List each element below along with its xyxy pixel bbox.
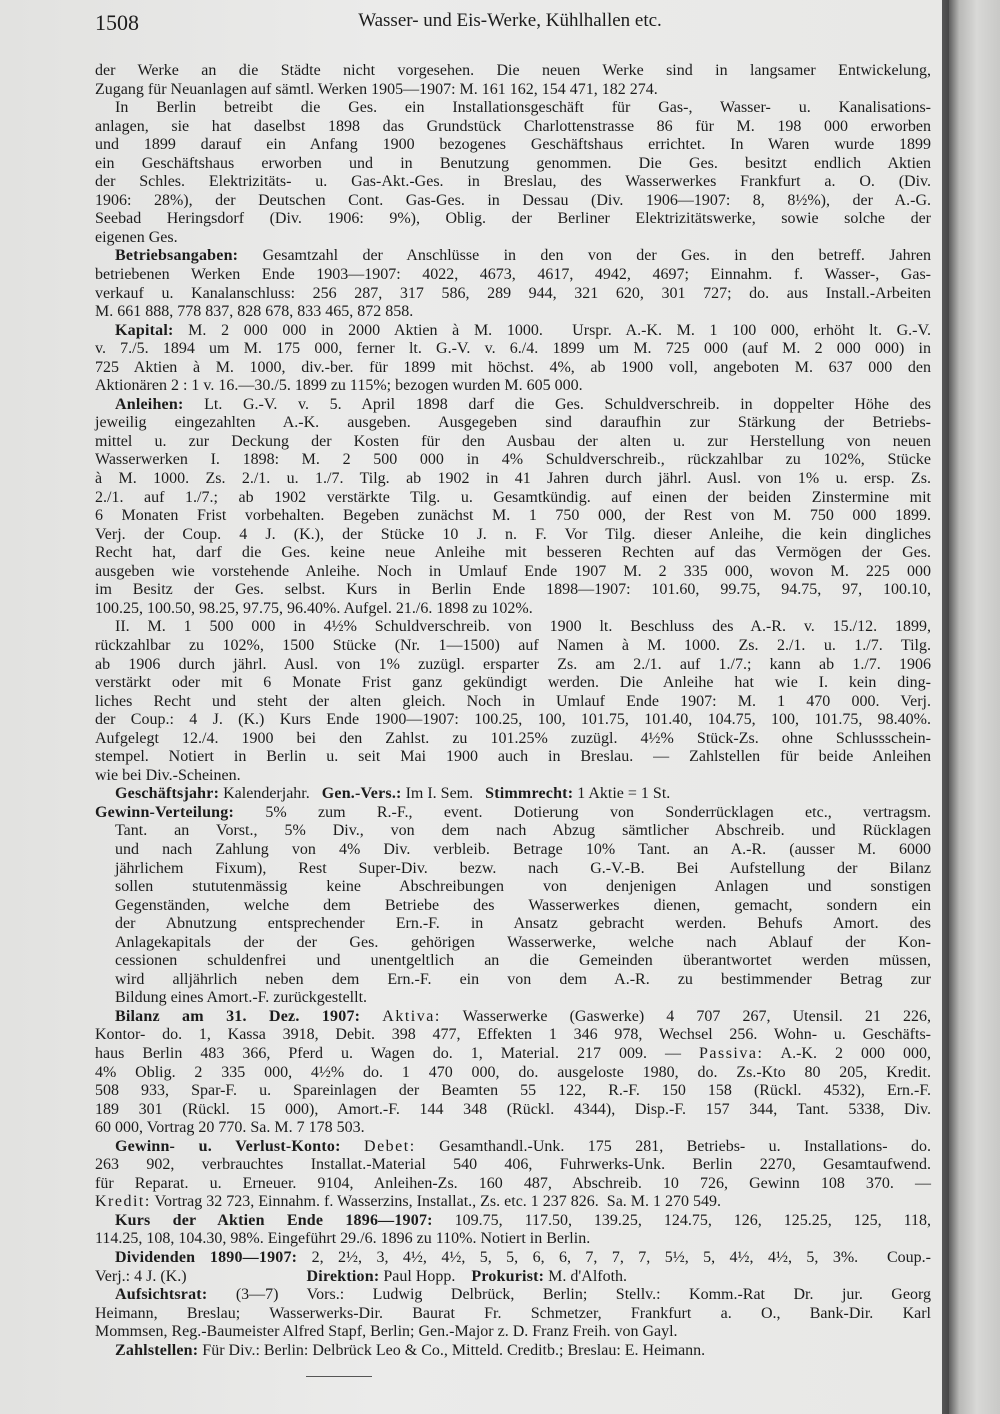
text-line: Aufgelegt 12./4. 1900 bei den Zahlst. zu 101.25% zuzügl. 4½% Stück-Zs. ohne Schlussschein- [95, 729, 931, 747]
paragraph [95, 1138, 931, 1212]
text-run [360, 1008, 382, 1025]
paragraph [95, 396, 931, 619]
text-line: verstärkt oder mit 6 Monate Frist ganz gekündigt werden. Die Anleihe hat wie I. kein ding- [95, 674, 931, 692]
text-line: Kontor- do. 1, Kassa 3918, Debit. 398 477, Effekten 1 346 978, Wechsel 256. Wohn- u. Geschäfts- [95, 1026, 931, 1044]
text-line: à M. 1000. Zs. 2./1. u. 1./7. Tilg. ab 1902 in 41 Jahren durch jährl. Ausl. von 1% u. ersp. Zs. [95, 470, 931, 488]
section-heading: Gen.-Vers.: [321, 785, 402, 803]
text-run: (3—7) Vors.: Ludwig Delbrück, Berlin; Stellv.: Komm.-Rat Dr. jur. Georg [207, 1286, 931, 1304]
end-rule [306, 1376, 372, 1377]
paragraph [95, 1286, 931, 1342]
text-line: II. M. 1 500 000 in 4½% Schuldverschreib. von 1900 lt. Beschluss des A.-R. v. 15./12. 1899, [115, 618, 931, 636]
paragraph [95, 618, 931, 785]
text-line: anlagen, sie hat daselbst 1898 das Grundstück Charlottenstrasse 86 für M. 198 000 erworben [95, 117, 931, 135]
text-line: Aktionären 2 : 1 v. 16.—30./5. 1899 zu 115%; bezogen wurden M. 605 000. [95, 377, 583, 395]
text-run: Vortrag 32 723, Einnahm. f. Wasserzins, Installat., Zs. etc. 1 237 826. Sa. M. 1 270 549. [150, 1193, 722, 1211]
text-line: jährlichem Fixum), Rest Super-Div. bezw. nach G.-V.-B. Bei Aufstellung der Bilanz [115, 859, 931, 877]
text-line: und nach Zahlung von 4% Div. verbleib. Betrage 10% Tant. an A.-R. (ausser M. 6000 [115, 840, 931, 858]
text-run: A.-K. 2 000 000, [763, 1044, 931, 1062]
spaced-label: Passiva: [698, 1044, 764, 1062]
text-line [95, 1008, 931, 1027]
section-heading: Aufsichtsrat: [115, 1286, 208, 1304]
section-heading: Betriebsangaben: [115, 247, 239, 265]
paragraph [95, 62, 931, 99]
text-line: Zugang für Neuanlagen auf sämtl. Werken 1905—1907: M. 161 162, 154 471, 182 274. [95, 80, 658, 98]
text-run: Gesamtzahl der Anschlüsse in den von der Ges. in den betreff. Jahren [238, 247, 931, 265]
paragraph [95, 785, 931, 804]
text-line: 263 902, verbrauchtes Installat.-Material 540 406, Fuhrwerks-Unk. Berlin 2270, Gesamtaufwend. [95, 1156, 931, 1174]
text-line: Seebad Heringsdorf (Div. 1906: 9%), Oblig. der Berliner Elektrizitätswerke, sowie solche der [95, 210, 931, 228]
paragraph [95, 1212, 931, 1249]
text-line [95, 1193, 931, 1212]
section-heading: Anleihen: [115, 395, 184, 413]
paragraph [95, 247, 931, 321]
text-line: 100.25, 100.50, 98.25, 97.75, 96.40%. Aufgel. 21./6. 1898 zu 102%. [95, 599, 533, 617]
text-line: In Berlin betreibt die Ges. ein Installationsgeschäft für Gas-, Wasser- u. Kanalisations- [115, 99, 931, 117]
text-line [95, 1286, 931, 1305]
text-line: liches Recht und steht der alten gleich. Noch in Umlauf Ende 1907: M. 1 470 000. Verj. [95, 692, 931, 710]
page-body [95, 62, 931, 1360]
paragraph [95, 322, 931, 396]
section-heading: Bilanz am 31. Dez. 1907: [115, 1007, 361, 1025]
text-line: der Schles. Elektrizitäts- u. Gas-Akt.-Ges. in Breslau, des Wasserwerkes Frankfurt a. O. (Div. [95, 173, 931, 191]
spaced-label: Aktiva: [382, 1007, 441, 1025]
text-line: der Abnutzung entsprechender Ern.-F. in Ansatz gebracht werden. Behufs Amort. des [115, 915, 931, 933]
section-heading: Kapital: [115, 321, 174, 339]
text-line [95, 1045, 931, 1064]
text-line [95, 804, 931, 823]
text-line: 2./1. auf 1./7.; ab 1902 verstärkte Tilg. u. Gesamtkündig. auf einen der beiden Zinstermine mit [95, 488, 931, 506]
section-heading: Prokurist: [471, 1267, 545, 1285]
text-run: Gesamthandl.-Unk. 175 281, Betriebs- u. Installations- do. [415, 1137, 931, 1155]
text-run: 1 Aktie = 1 St. [573, 785, 671, 803]
text-line: 114.25, 108, 104.30, 98%. Eingeführt 29./6. 1896 zu 110%. Notiert in Berlin. [95, 1230, 591, 1248]
text-line: eigenen Ges. [95, 228, 178, 246]
text-run: Verj.: 4 J. (K.) [95, 1267, 307, 1285]
text-line [95, 785, 931, 804]
text-line: für Reparat. u. Erneuer. 9104, Anleihen-Zs. 160 487, Abschreib. 10 726, Gewinn 108 370. — [95, 1174, 931, 1192]
text-line [95, 247, 931, 266]
paragraph [95, 1249, 931, 1286]
text-line: 60 000, Vortrag 20 770. Sa. M. 7 178 503. [95, 1119, 365, 1137]
text-run: M. 2 000 000 in 2000 Aktien à M. 1000. Urspr. A.-K. M. 1 100 000, erhöht lt. G.-V. [173, 321, 931, 339]
text-line: M. 661 888, 778 837, 828 678, 833 465, 872 858. [95, 303, 414, 321]
text-line: v. 7./5. 1894 um M. 175 000, ferner lt. G.-V. v. 6./4. 1899 um M. 725 000 (auf M. 2 000 000) in [95, 340, 931, 358]
text-run: M. d'Alfoth. [544, 1267, 628, 1285]
text-line [95, 1249, 931, 1268]
text-line [95, 1138, 931, 1157]
text-line: sollen stututenmässig keine Abschreibungen von denjenigen Anlagen und sonstigen [115, 878, 931, 896]
text-line: Tant. an Vorst., 5% Div., von dem nach Abzug sämtlicher Abschreib. und Rücklagen [115, 822, 931, 840]
text-line: 6 Monaten Frist vorbehalten. Begeben zunächst M. 1 750 000, der Rest von M. 750 000 1899. [95, 507, 931, 525]
section-heading: Geschäftsjahr: [115, 785, 220, 803]
text-line: im Besitz der Ges. selbst. Kurs in Berlin Ende 1898—1907: 101.60, 99.75, 94.75, 97, 100.10, [95, 581, 931, 599]
text-run: Wasserwerke (Gaswerke) 4 707 267, Utensil. 21 226, [440, 1007, 932, 1025]
text-line: Recht hat, darf die Ges. keine neue Anleihe mit besseren Rechten auf das Vermögen der Ges. [95, 544, 931, 562]
text-line: der Werke an die Städte nicht vorgesehen. Die neuen Werke sind in langsamer Entwickelung, [95, 62, 931, 79]
text-line: verkauf u. Kanalanschluss: 256 287, 317 586, 289 944, 321 620, 301 727; do. aus Install.-Arbeiten [95, 284, 931, 302]
text-run [341, 1138, 364, 1155]
paragraph [95, 1342, 931, 1361]
text-line: ausgeben wie vorstehende Anleihe. Noch in Umlauf Ende 1907 M. 2 335 000, wovon M. 225 000 [95, 562, 931, 580]
section-heading: Gewinn- u. Verlust-Konto: [115, 1137, 341, 1155]
adjacent-page-edge [942, 0, 1000, 1414]
paragraph [95, 804, 931, 1008]
text-line [95, 322, 931, 341]
text-line: 4% Oblig. 2 335 000, 4½% do. 1 470 000, do. ausgeloste 1980, do. Zs.-Kto 80 205, Kredit. [95, 1063, 931, 1081]
text-run: Im I. Sem. [401, 785, 486, 803]
text-line: 189 301 (Rückl. 15 000), Amort.-F. 144 348 (Rückl. 4344), Disp.-F. 157 344, Tant. 5338, Div. [95, 1100, 931, 1118]
spaced-label: Debet: [364, 1137, 416, 1155]
section-heading: Dividenden 1890—1907: [115, 1249, 298, 1266]
section-heading: Zahlstellen: [115, 1341, 199, 1359]
text-line: Bildung eines Amort.-F. zurückgestellt. [115, 989, 368, 1007]
text-line [95, 1268, 931, 1287]
text-line: 1906: 28%), der Deutschen Cont. Gas-Ges. in Dessau (Div. 1906—1907: 8, 8½%), der A.-G. [95, 191, 931, 209]
text-line: der Coup.: 4 J. (K.) Kurs Ende 1900—1907: 100.25, 100, 101.75, 101.40, 104.75, 100, 101.75, 98.40%. [95, 711, 931, 729]
text-line: mittel u. zur Deckung der Kosten für den Ausbau der alten u. zur Herstellung von neuen [95, 432, 931, 450]
section-heading: Direktion: [306, 1267, 380, 1285]
text-run: Paul Hopp. [379, 1267, 472, 1285]
text-run: Für Div.: Berlin: Delbrück Leo & Co., Mitteld. Creditb.; Breslau: E. Heimann. [198, 1341, 706, 1359]
text-line: wird alljährlich neben dem Ern.-F. ein von dem A.-R. zu bestimmender Betrag zur [115, 970, 931, 988]
text-run: 109.75, 117.50, 139.25, 124.75, 126, 125.25, 125, 118, [432, 1211, 931, 1229]
running-title: Wasser- und Eis-Werke, Kühlhallen etc. [358, 10, 662, 31]
text-line: rückzahlbar zu 102%, 1500 Stücke (Nr. 1—1500) auf Namen à M. 1000. Zs. 2./1. u. 1./7. Tilg. [95, 636, 931, 654]
text-line: jeweilig eingezahlten A.-K. ausgeben. Ausgegeben sind daraufhin zur Stärkung der Betriebs- [95, 414, 931, 432]
text-line [95, 1342, 931, 1361]
text-run: 5% zum R.-F., event. Dotierung von Sonderrücklagen etc., vertragsm. [234, 803, 931, 821]
text-line: cessionen schuldenfrei und unentgeltlich an die Gemeinden überantwortet werden müssen, [115, 952, 931, 970]
section-heading: Kurs der Aktien Ende 1896—1907: [115, 1211, 433, 1229]
text-line: Verj. der Coup. 4 J. (K.), der Stücke 10 J. n. F. Vor Tilg. dieser Anleihe, die kein dingliches [95, 525, 931, 543]
section-heading: Gewinn-Verteilung: [95, 803, 235, 821]
text-line: Gegenständen, welche dem Betriebe des Wasserwerkes dienen, gemacht, sondern ein [115, 896, 931, 914]
text-run: haus Berlin 483 366, Pferd u. Wagen do. 1, Material. 217 009. — [95, 1044, 699, 1062]
text-line [95, 396, 931, 415]
paragraph [95, 99, 931, 247]
text-line: ab 1906 durch jährl. Ausl. von 1% zuzügl. ersparter Zs. am 2./1. auf 1./7.; kann ab 1./7. 1906 [95, 655, 931, 673]
text-line: 508 933, Spar-F. u. Spareinlagen der Beamten 55 122, R.-F. 150 158 (Rückl. 4532), Ern.-F. [95, 1082, 931, 1100]
text-line: und 1899 darauf ein Anfang 1900 bezogenes Geschäftshaus errichtet. In Waren wurde 1899 [95, 136, 931, 154]
text-line: Heimann, Breslau; Wasserwerks-Dir. Baurat Fr. Schmetzer, Frankfurt a. O., Bank-Dir. Karl [95, 1304, 931, 1322]
text-line: Wasserwerken I. 1898: M. 2 500 000 in 4% Schuldverschreib., rückzahlbar zu 102%, Stücke [95, 451, 931, 469]
text-line [95, 1212, 931, 1231]
spaced-label: Kredit: [95, 1193, 151, 1211]
page-number: 1508 [95, 10, 139, 35]
section-heading: Stimmrecht: [485, 785, 574, 803]
text-line: Mommsen, Reg.-Baumeister Alfred Stapf, Berlin; Gen.-Major z. D. Franz Freih. von Gayl. [95, 1323, 678, 1341]
text-line: wie bei Div.-Scheinen. [95, 766, 241, 784]
text-run: 2, 2½, 3, 4½, 4½, 5, 5, 6, 6, 7, 7, 7, 5½, 5, 4½, 4½, 5, 3%. Coup.- [297, 1249, 931, 1266]
text-run: Kalenderjahr. [219, 785, 322, 803]
text-line: stempel. Notiert in Berlin u. seit Mai 1900 auch in Breslau. — Zahlstellen für beide Anleihen [95, 748, 931, 766]
text-line: ein Geschäftshaus erworben und in Benutzung genommen. Die Ges. besitzt endlich Aktien [95, 154, 931, 172]
text-line: 725 Aktien à M. 1000, div.-ber. für 1899 mit höchst. 4%, ab 1900 voll, angeboten M. 637 000 den [95, 358, 931, 376]
paragraph [95, 1008, 931, 1138]
text-line: betriebenen Werken Ende 1903—1907: 4022, 4673, 4617, 4942, 4697; Einnahm. f. Wasser-, Gas- [95, 266, 931, 284]
text-run: Lt. G.-V. v. 5. April 1898 darf die Ges. Schuldverschreib. in doppelter Höhe des [183, 395, 931, 413]
text-line: Anlagekapitals der der Ges. gehörigen Wasserwerke, welche nach Ablauf der Kon- [115, 933, 931, 951]
